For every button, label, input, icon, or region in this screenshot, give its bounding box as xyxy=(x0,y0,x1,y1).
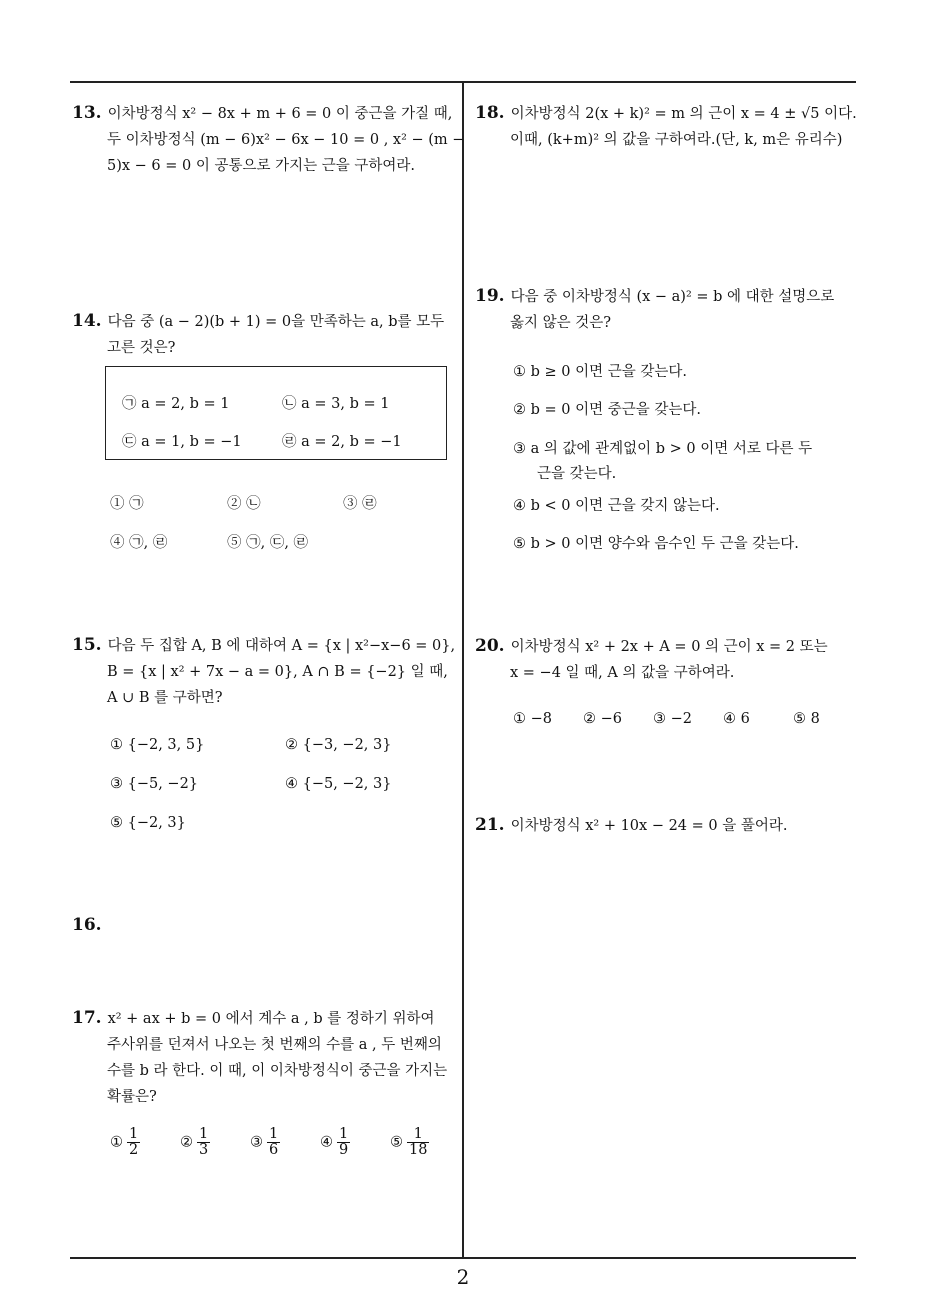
option-3[interactable]: ③ a 의 값에 관계없이 b > 0 이면 서로 다른 두 xyxy=(513,441,813,457)
option-1[interactable]: ① {−2, 3, 5} xyxy=(110,737,205,753)
condition-d: ㉣ a = 2, b = −1 xyxy=(282,434,402,450)
question-18-line-2: 이때, (k+m)² 의 값을 구하여라.(단, k, m은 유리수) xyxy=(510,132,843,148)
question-21-line-1: 21. 이차방정식 x² + 10x − 24 = 0 을 풀어라. xyxy=(475,815,788,835)
question-18 xyxy=(475,100,860,153)
question-19-options xyxy=(513,360,858,560)
option-3[interactable]: ③ −2 xyxy=(653,711,692,727)
question-16 xyxy=(72,912,108,939)
question-19-line-1: 19. 다음 중 이차방정식 (x − a)² = b 에 대한 설명으로 xyxy=(475,286,835,306)
question-15 xyxy=(72,632,457,711)
question-15-options xyxy=(110,737,460,837)
option-1[interactable]: ① b ≥ 0 이면 근을 갖는다. xyxy=(513,364,687,380)
option-4[interactable]: ④ 6 xyxy=(723,711,750,727)
option-1[interactable]: ① −8 xyxy=(513,711,552,727)
question-21-number: 21. xyxy=(475,815,505,835)
question-19-number: 19. xyxy=(475,286,505,306)
column-divider xyxy=(462,81,464,1258)
question-17-line-1: 17. x² + ax + b = 0 에서 계수 a , b 를 정하기 위하여 xyxy=(72,1008,435,1028)
question-14-options xyxy=(110,492,460,552)
option-4[interactable]: ④ b < 0 이면 근을 갖지 않는다. xyxy=(513,498,720,514)
question-14 xyxy=(72,308,457,361)
option-5[interactable]: ⑤ 8 xyxy=(793,711,820,727)
question-14-line-2: 고른 것은? xyxy=(107,340,176,356)
page-number: 2 xyxy=(456,1265,470,1289)
condition-b: ㉡ a = 3, b = 1 xyxy=(282,396,390,412)
question-18-number: 18. xyxy=(475,103,505,123)
option-2[interactable]: ② ㉡ xyxy=(227,496,261,512)
option-4[interactable]: ④ {−5, −2, 3} xyxy=(285,776,392,792)
option-2[interactable]: ② $\frac{1}{3}$ xyxy=(180,1126,209,1158)
option-2[interactable]: ② b = 0 이면 중근을 갖는다. xyxy=(513,402,701,418)
question-18-line-1: 18. 이차방정식 2(x + k)² = m 의 근이 x = 4 ± √5 이다. xyxy=(475,103,857,123)
option-2[interactable]: ② −6 xyxy=(583,711,622,727)
question-13 xyxy=(72,100,465,179)
question-20-line-1: 20. 이차방정식 x² + 2x + A = 0 의 근이 x = 2 또는 xyxy=(475,636,828,656)
condition-a: ㉠ a = 2, b = 1 xyxy=(122,396,230,412)
question-17-line-4: 확률은? xyxy=(107,1089,157,1105)
question-20 xyxy=(475,633,860,686)
option-5[interactable]: ⑤ ㉠, ㉢, ㉣ xyxy=(227,535,309,551)
option-5[interactable]: ⑤ $\frac{1}{18}$ xyxy=(390,1126,428,1158)
question-16-number: 16. xyxy=(72,915,102,935)
option-3[interactable]: ③ {−5, −2} xyxy=(110,776,199,792)
question-15-line-1: 15. 다음 두 집합 A, B 에 대하여 A = {x | x²−x−6 = 0}, xyxy=(72,635,456,655)
condition-c: ㉢ a = 1, b = −1 xyxy=(122,434,242,450)
question-14-line-1: 14. 다음 중 (a − 2)(b + 1) = 0을 만족하는 a, b를 모두 xyxy=(72,311,445,331)
question-15-line-3: A ∪ B 를 구하면? xyxy=(107,690,223,706)
option-1[interactable]: ① ㉠ xyxy=(110,496,144,512)
question-19-line-2: 옳지 않은 것은? xyxy=(510,315,612,331)
question-21 xyxy=(475,812,860,839)
bottom-rule xyxy=(70,1257,856,1259)
question-13-number: 13. xyxy=(72,103,102,123)
question-19 xyxy=(475,283,860,336)
question-15-line-2: B = {x | x² + 7x − a = 0}, A ∩ B = {−2} 일 때, xyxy=(107,664,448,680)
question-13-line-1: 13. 이차방정식 x² − 8x + m + 6 = 0 이 중근을 가질 때, xyxy=(72,103,453,123)
question-17-options xyxy=(110,1125,460,1169)
question-20-options xyxy=(513,711,858,735)
question-14-condition-box xyxy=(105,366,447,460)
question-14-number: 14. xyxy=(72,311,102,331)
option-3-continued: 근을 갖는다. xyxy=(537,466,617,482)
option-5[interactable]: ⑤ b > 0 이면 양수와 음수인 두 근을 갖는다. xyxy=(513,536,799,552)
question-13-line-3: 5)x − 6 = 0 이 공통으로 가지는 근을 구하여라. xyxy=(107,158,415,174)
option-2[interactable]: ② {−3, −2, 3} xyxy=(285,737,392,753)
option-5[interactable]: ⑤ {−2, 3} xyxy=(110,815,186,831)
option-4[interactable]: ④ $\frac{1}{9}$ xyxy=(320,1126,349,1158)
question-15-number: 15. xyxy=(72,635,102,655)
question-17 xyxy=(72,1005,457,1110)
option-4[interactable]: ④ ㉠, ㉣ xyxy=(110,535,168,551)
question-20-number: 20. xyxy=(475,636,505,656)
option-1[interactable]: ① $\frac{1}{2}$ xyxy=(110,1126,139,1158)
option-3[interactable]: ③ $\frac{1}{6}$ xyxy=(250,1126,279,1158)
option-3[interactable]: ③ ㉣ xyxy=(343,496,377,512)
question-20-line-2: x = −4 일 때, A 의 값을 구하여라. xyxy=(510,665,735,681)
question-17-line-3: 수를 b 라 한다. 이 때, 이 이차방정식이 중근을 가지는 xyxy=(107,1063,448,1079)
question-17-number: 17. xyxy=(72,1008,102,1028)
question-13-line-2: 두 이차방정식 (m − 6)x² − 6x − 10 = 0 , x² − (m − xyxy=(107,132,465,148)
question-17-line-2: 주사위를 던져서 나오는 첫 번째의 수를 a , 두 번째의 xyxy=(107,1037,442,1053)
